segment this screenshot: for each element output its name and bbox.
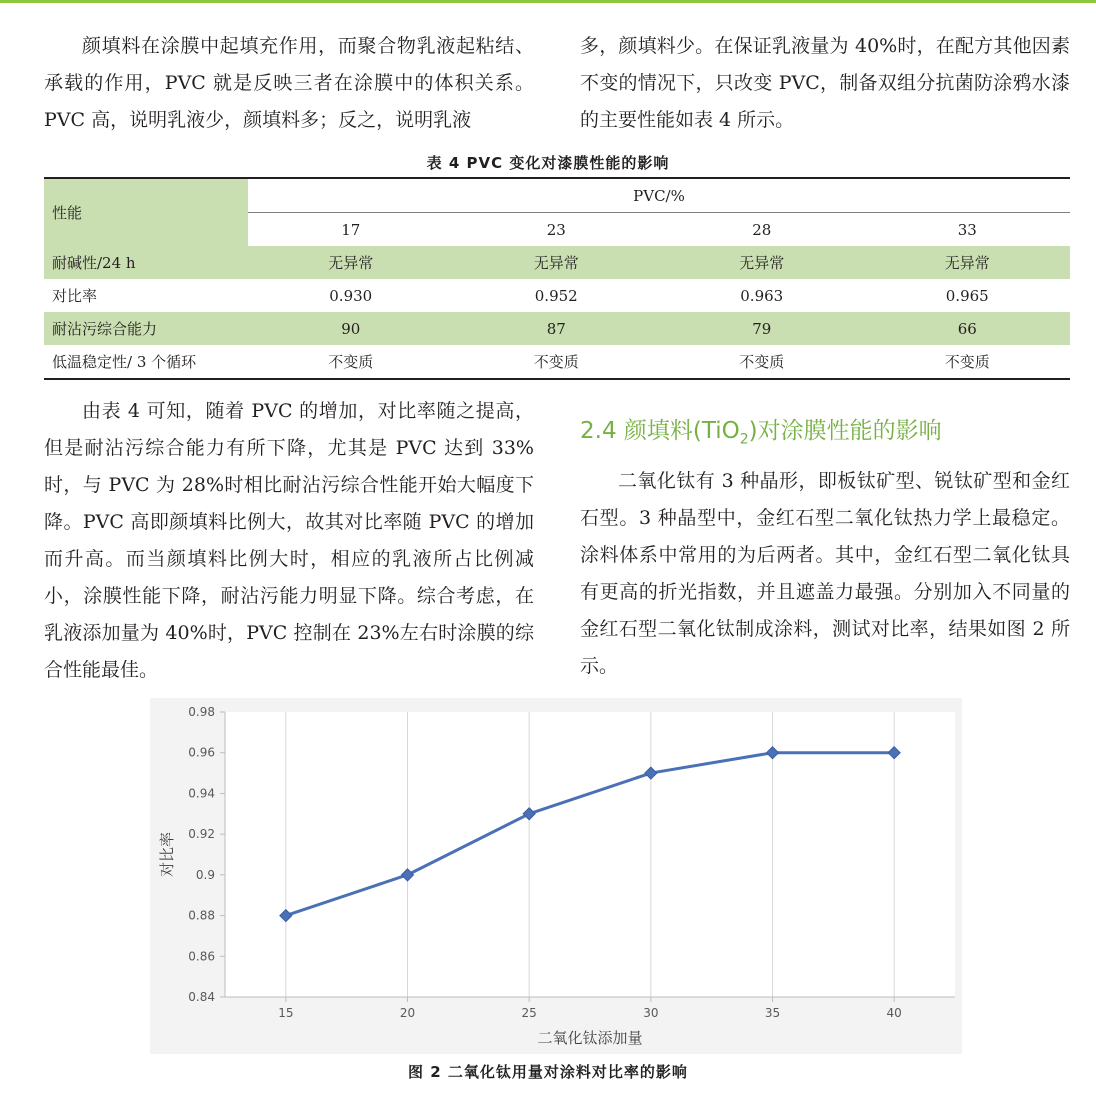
table-cell: 不变质 (248, 345, 454, 379)
y-tick-label: 0.92 (188, 827, 215, 842)
figure-caption: 图 2 二氧化钛用量对涂料对比率的影响 (408, 1063, 688, 1081)
paragraph-right-top (580, 28, 1070, 139)
table-cell: 不变质 (659, 345, 865, 379)
table-group-header: PVC/% (248, 178, 1070, 213)
table-cell: 0.930 (329, 286, 373, 305)
contrast-ratio-chart (150, 698, 962, 1054)
plot-area (225, 712, 955, 997)
table-caption: 表 4 PVC 变化对漆膜性能的影响 (426, 154, 670, 172)
x-tick-label: 20 (399, 1006, 416, 1020)
table-cell: 79 (659, 312, 865, 345)
table-row (44, 279, 1070, 312)
table-row-label: 耐沾污综合能力 (44, 312, 248, 345)
pvc-properties-table (44, 177, 1070, 380)
y-tick-label: 0.84 (188, 990, 215, 1004)
y-tick-label: 0.96 (188, 745, 215, 760)
table-cell: 0.965 (945, 286, 989, 305)
y-tick-label: 0.9 (195, 867, 215, 882)
section-number: 2.4 (580, 418, 617, 444)
table-cell: 不变质 (454, 345, 660, 379)
table-column-header: 28 (752, 220, 772, 239)
table-cell: 无异常 (659, 246, 865, 279)
x-tick-label: 35 (764, 1006, 781, 1020)
y-tick-label: 0.88 (188, 908, 215, 923)
table-column-header: 33 (957, 220, 977, 239)
table-cell: 无异常 (865, 246, 1071, 279)
table-row (44, 312, 1070, 345)
table-row-label: 耐碱性/24 h (44, 246, 248, 279)
paragraph-text: 颜填料在涂膜中起填充作用，而聚合物乳液起粘结、承载的作用，PVC 就是反映三者在涂膜中的体积关系。PVC 高，说明乳液少，颜填料多；反之，说明乳液 (44, 35, 534, 131)
table-cell: 66 (865, 312, 1071, 345)
table-row (44, 345, 1070, 379)
table-cell: 0.963 (740, 286, 784, 305)
section-title-after: )对涂膜性能的影响 (748, 418, 942, 444)
table-property-header: 性能 (44, 178, 248, 246)
table-cell: 0.952 (534, 286, 578, 305)
table-cell: 无异常 (248, 246, 454, 279)
table-column-header: 23 (546, 220, 566, 239)
table-cell: 无异常 (454, 246, 660, 279)
section-heading (580, 412, 942, 448)
y-tick-label: 0.98 (188, 705, 215, 719)
x-tick-label: 30 (643, 1006, 659, 1020)
paragraph-left-top (44, 28, 534, 139)
paragraph-left-mid (44, 393, 534, 689)
table-column-header: 17 (341, 220, 361, 239)
y-tick-label: 0.94 (188, 786, 215, 801)
paragraph-text: 由表 4 可知，随着 PVC 的增加，对比率随之提高，但是耐沾污综合能力有所下降，尤其是 PVC 达到 33%时，与 PVC 为 28%时相比耐沾污综合性能开始大幅度下降。PVC 高即颜填料比例大，故其对比率随 PVC 的增加而升高。而当颜填料比例大时，相应的乳液所占比例减小，涂膜性能下降，耐沾污能力明显下降。综合考虑，在乳液添加量为 40%时，PVC 控制在 23%左右时涂膜的综合性能最佳。 (44, 400, 534, 681)
table-row (44, 246, 1070, 279)
section-title-sub: 2 (739, 431, 749, 448)
table-cell: 87 (454, 312, 660, 345)
table-row-label: 对比率 (52, 287, 98, 305)
paragraph-text: 多，颜填料少。在保证乳液量为 40%时，在配方其他因素不变的情况下，只改变 PVC，制备双组分抗菌防涂鸦水漆的主要性能如表 4 所示。 (580, 35, 1070, 131)
section-title-before: 颜填料(TiO (623, 418, 740, 444)
table-cell: 不变质 (865, 345, 1071, 379)
table-cell: 90 (248, 312, 454, 345)
paragraph-text: 二氧化钛有 3 种晶形，即板钛矿型、锐钛矿型和金红石型。3 种晶型中，金红石型二氧化钛热力学上最稳定。涂料体系中常用的为后两者。其中，金红石型二氧化钛具有更高的折光指数，并且遮盖力最强。分别加入不同量的金红石型二氧化钛制成涂料，测试对比率，结果如图 2 所示。 (580, 470, 1070, 677)
top-accent-bar (0, 0, 1096, 3)
x-tick-label: 25 (521, 1006, 537, 1020)
y-tick-label: 0.86 (188, 949, 215, 964)
x-tick-label: 15 (278, 1006, 294, 1020)
paragraph-right-mid (580, 463, 1070, 685)
table-row-label: 低温稳定性/ 3 个循环 (44, 345, 248, 379)
y-axis-title: 对比率 (158, 831, 176, 878)
x-axis-title: 二氧化钛添加量 (537, 1029, 643, 1047)
x-tick-label: 40 (886, 1006, 902, 1020)
